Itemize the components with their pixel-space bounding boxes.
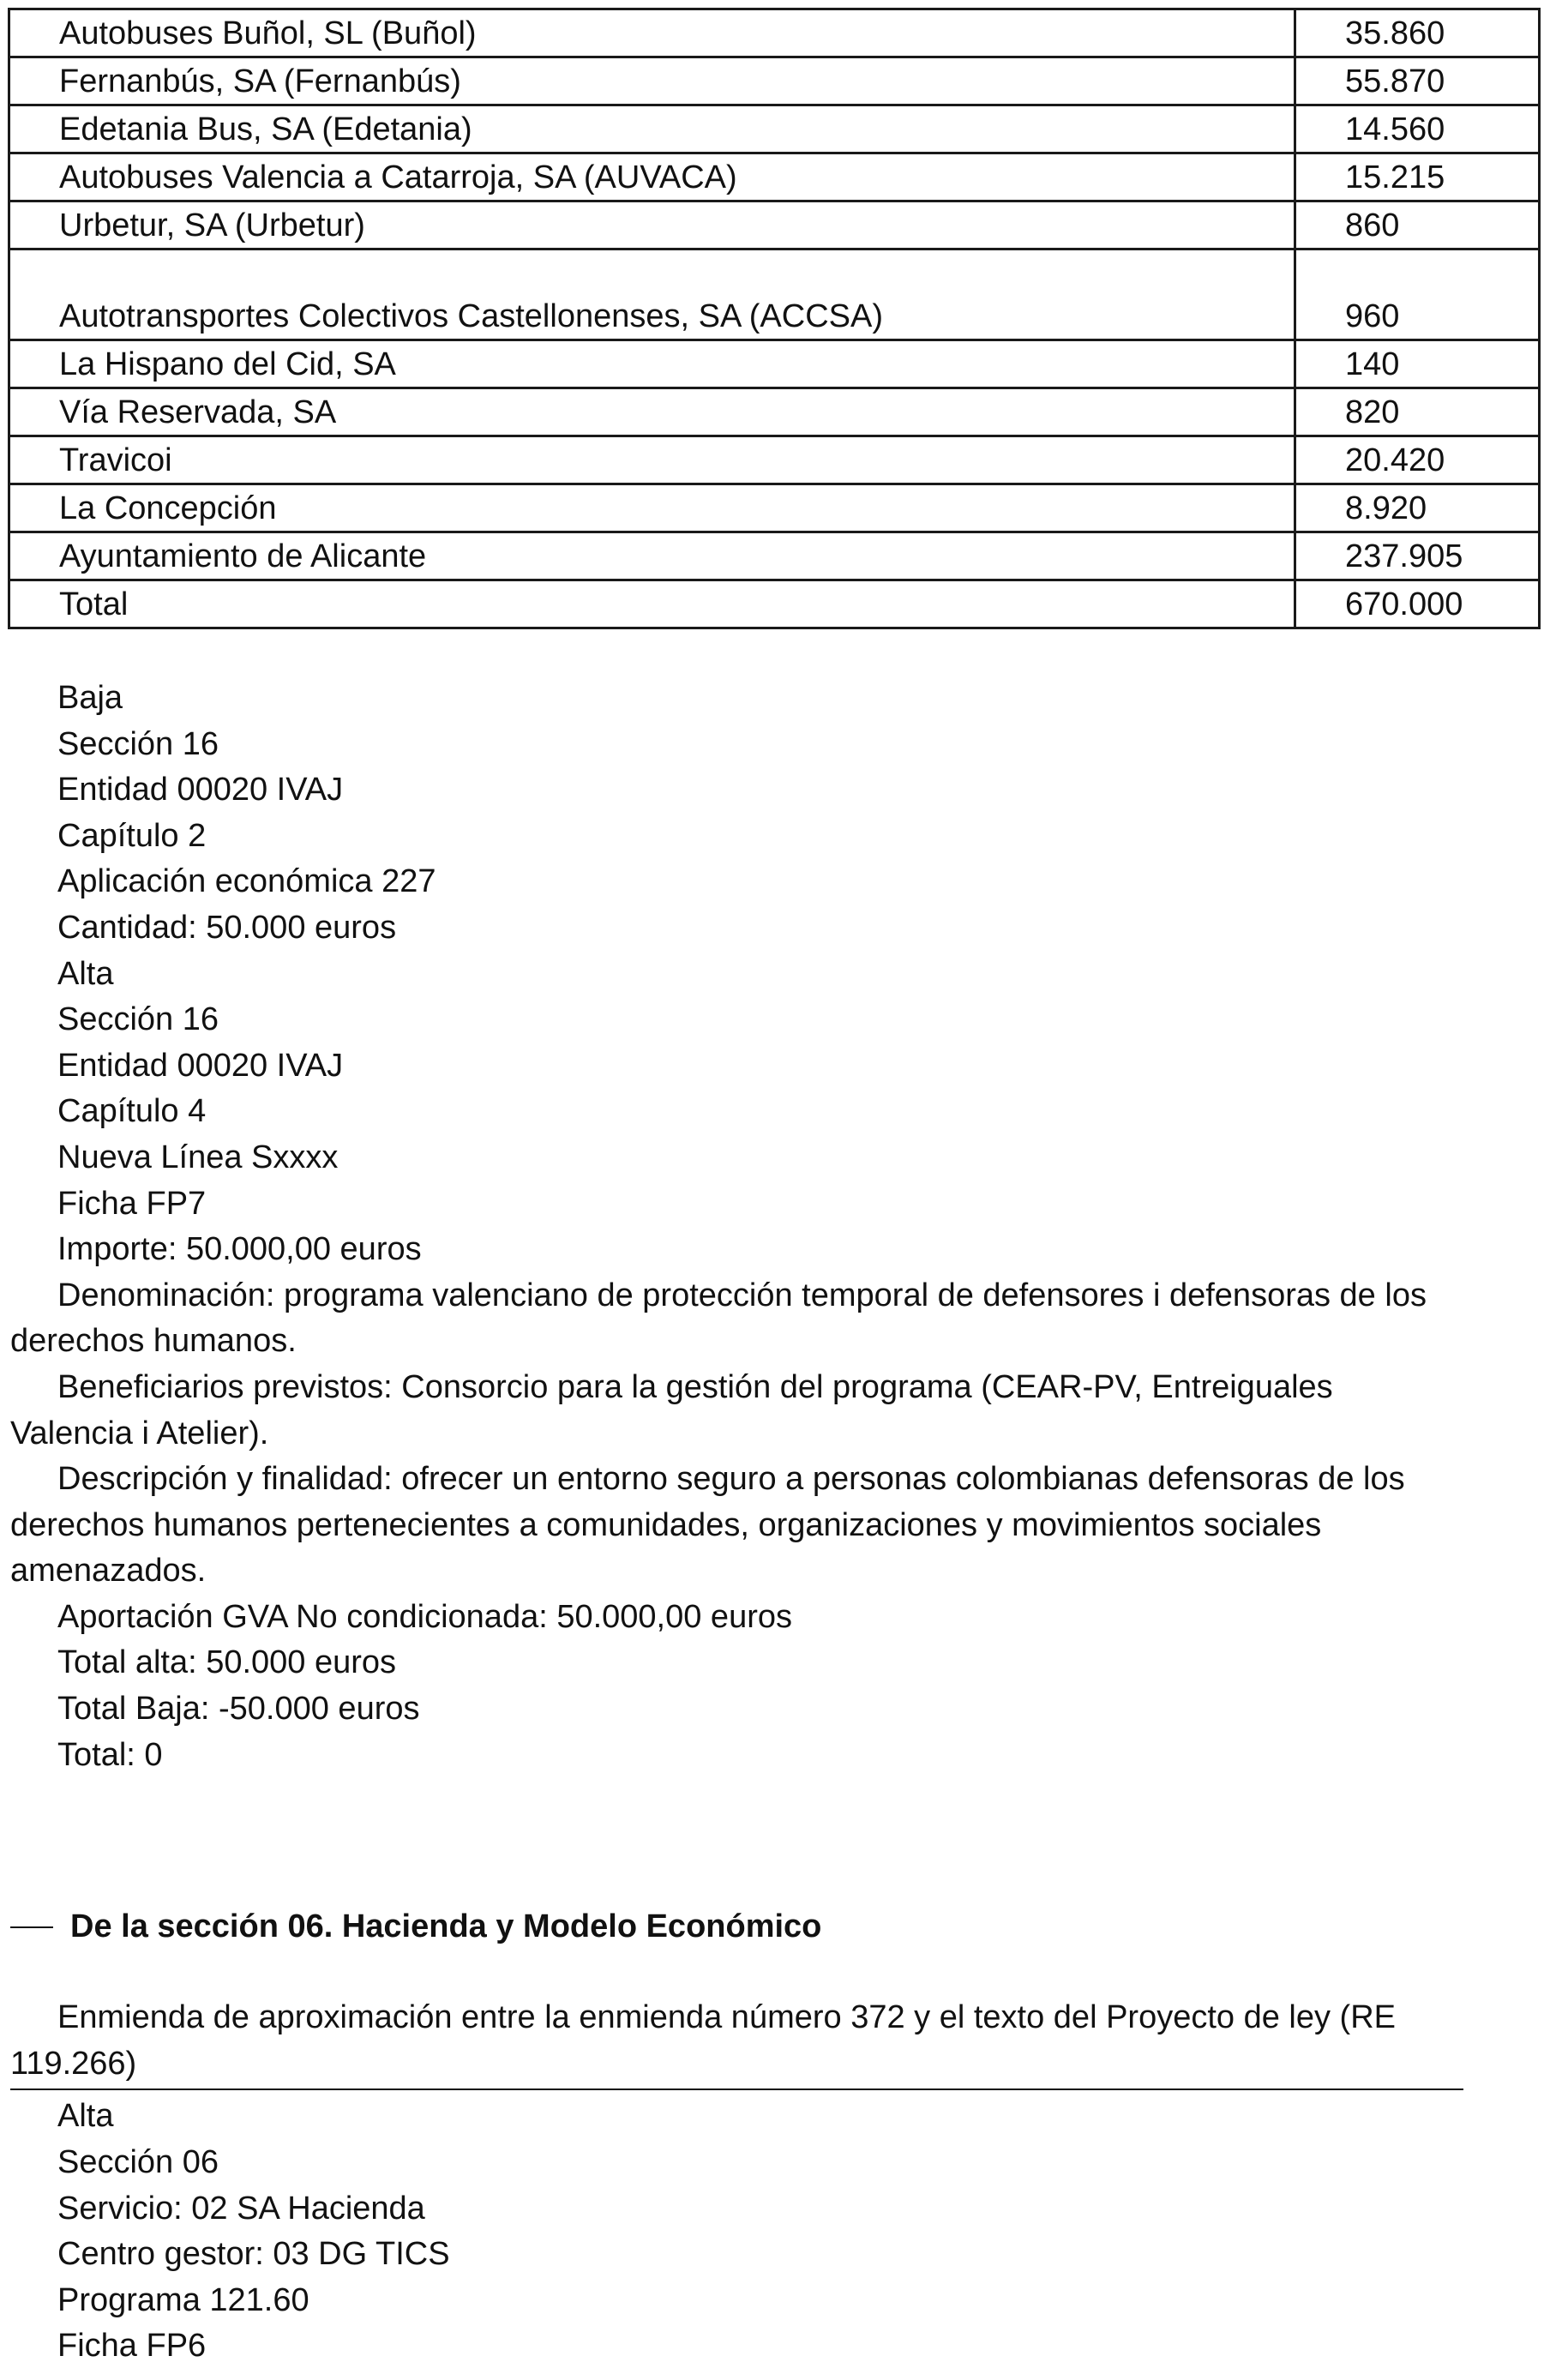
text-line: Alta <box>57 955 114 992</box>
text-line: Capítulo 2 <box>57 817 207 854</box>
table-row <box>9 532 1540 580</box>
operator-name-cell: Autobuses Valencia a Catarroja, SA (AUVACA) <box>9 153 1295 201</box>
amount-cell: 960 <box>1295 249 1540 340</box>
text-line: Cantidad: 50.000 euros <box>57 909 397 946</box>
amount-cell: 35.860 <box>1295 9 1540 57</box>
table-total-row <box>9 580 1540 628</box>
text-line: Total: 0 <box>57 1736 163 1773</box>
text-line: Ficha FP6 <box>57 2328 207 2365</box>
amount-cell: 860 <box>1295 201 1540 249</box>
text-line: Entidad 00020 IVAJ <box>57 772 344 808</box>
horizontal-rule <box>10 2089 1463 2090</box>
section-spacer <box>10 1778 1459 1903</box>
operator-name-cell: La Concepción <box>9 484 1295 532</box>
table-row <box>9 9 1540 57</box>
table-row <box>9 57 1540 105</box>
text-line: Sección 06 <box>57 2144 219 2181</box>
amount-cell: 14.560 <box>1295 105 1540 153</box>
operator-name-cell: Ayuntamiento de Alicante <box>9 532 1295 580</box>
amount-cell: 8.920 <box>1295 484 1540 532</box>
text-line: Programa 121.60 <box>57 2281 309 2318</box>
table-row <box>9 484 1540 532</box>
text-line: Importe: 50.000,00 euros <box>57 1231 422 1268</box>
operator-name-cell: Vía Reservada, SA <box>9 388 1295 436</box>
amendment-intro: Enmienda de aproximación entre la enmienda número 372 y el texto del Proyecto de ley (RE 119.266) <box>10 1999 1396 2082</box>
operator-name-cell: Urbetur, SA (Urbetur) <box>9 201 1295 249</box>
operator-name-cell: Travicoi <box>9 436 1295 484</box>
table-row <box>9 340 1540 388</box>
total-amount-cell: 670.000 <box>1295 580 1540 628</box>
text-line: Sección 16 <box>57 1001 219 1038</box>
total-label-cell: Total <box>9 580 1295 628</box>
operator-name-cell: Fernanbús, SA (Fernanbús) <box>9 57 1295 105</box>
amount-cell: 237.905 <box>1295 532 1540 580</box>
operator-name-cell: Edetania Bus, SA (Edetania) <box>9 105 1295 153</box>
operator-name-cell: Autotransportes Colectivos Castellonenses, SA (ACCSA) <box>9 249 1295 340</box>
table-row <box>9 201 1540 249</box>
text-paragraph: Denominación: programa valenciano de protección temporal de defensores i defensoras de los derechos humanos. <box>10 1277 1427 1360</box>
amount-cell: 55.870 <box>1295 57 1540 105</box>
operator-amount-table <box>8 8 1541 629</box>
amount-cell: 20.420 <box>1295 436 1540 484</box>
text-line: Capítulo 4 <box>57 1093 207 1130</box>
table-row <box>9 388 1540 436</box>
text-line: Entidad 00020 IVAJ <box>57 1047 344 1084</box>
table-row <box>9 153 1540 201</box>
text-line: Total Baja: -50.000 euros <box>57 1691 420 1728</box>
text-line: Aplicación económica 227 <box>57 863 436 900</box>
amount-cell: 15.215 <box>1295 153 1540 201</box>
table-row <box>9 436 1540 484</box>
text-line: Sección 16 <box>57 725 219 762</box>
section-heading-text: De la sección 06. Hacienda y Modelo Económico <box>70 1908 822 1945</box>
document-body <box>10 676 1459 2370</box>
text-line: Aportación GVA No condicionada: 50.000,00 euros <box>57 1598 792 1635</box>
text-line: Alta <box>57 2098 114 2135</box>
section-heading <box>10 1903 1459 1950</box>
text-paragraph: Descripción y finalidad: ofrecer un entorno seguro a personas colombianas defensoras de los derechos humanos pertenecientes a comunidades, organizaciones y movimientos sociales amenazados. <box>10 1461 1405 1590</box>
text-line: Ficha FP7 <box>57 1185 207 1222</box>
amount-cell: 820 <box>1295 388 1540 436</box>
amount-cell: 140 <box>1295 340 1540 388</box>
text-line: Centro gestor: 03 DG TICS <box>57 2236 450 2273</box>
table-row <box>9 249 1540 340</box>
operator-name-cell: Autobuses Buñol, SL (Buñol) <box>9 9 1295 57</box>
text-line: Total alta: 50.000 euros <box>57 1644 397 1681</box>
operator-name-cell: La Hispano del Cid, SA <box>9 340 1295 388</box>
text-line: Baja <box>57 680 123 716</box>
spacer <box>10 1950 1459 1995</box>
table-row <box>9 105 1540 153</box>
text-line: Servicio: 02 SA Hacienda <box>57 2190 425 2227</box>
dash-marker <box>10 1926 53 1928</box>
text-line: Nueva Línea Sxxxx <box>57 1139 339 1175</box>
text-paragraph: Beneficiarios previstos: Consorcio para la gestión del programa (CEAR-PV, Entreiguales Valencia i Atelier). <box>10 1368 1333 1451</box>
